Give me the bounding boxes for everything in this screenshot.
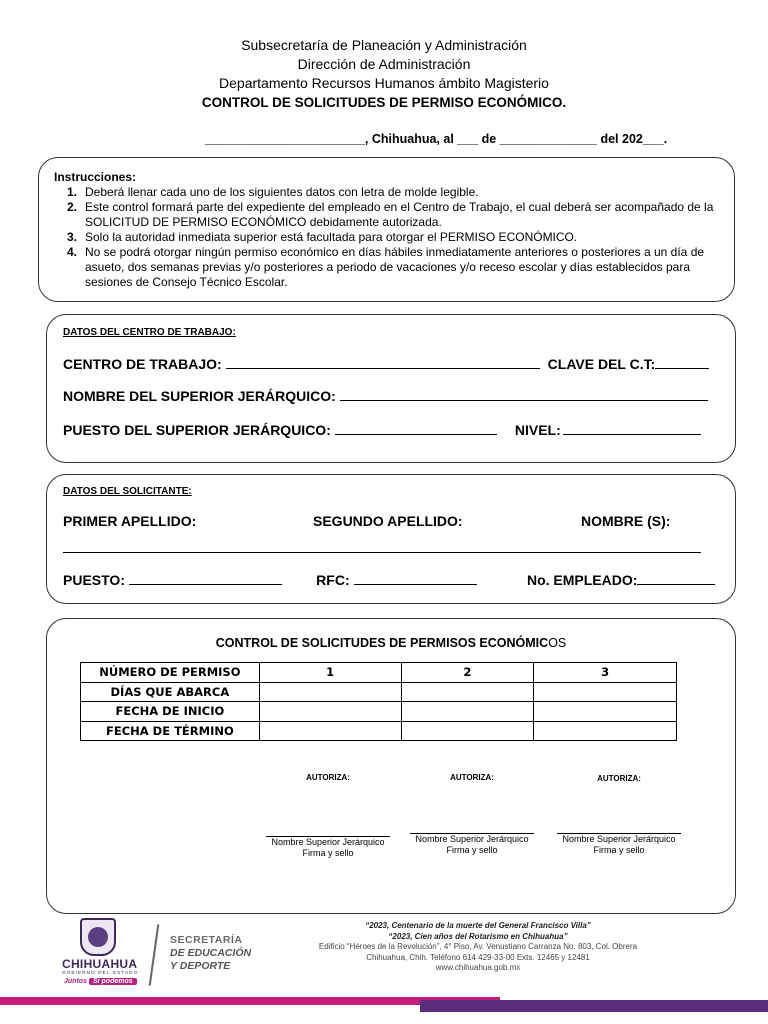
table-cell[interactable] <box>259 721 401 741</box>
signature-block-2: AUTORIZA: Nombre Superior Jerárquico Firma y sello <box>407 773 537 856</box>
coat-of-arms-icon <box>80 918 116 956</box>
control-table-title: CONTROL DE SOLICITUDES DE PERMISOS ECONÓMICOS <box>215 636 567 650</box>
permisos-table <box>80 662 677 741</box>
puesto-superior-label: PUESTO DEL SUPERIOR JERÁRQUICO: <box>63 422 331 438</box>
nivel-label: NIVEL: <box>514 422 561 438</box>
footer <box>0 912 768 1024</box>
clave-label: CLAVE DEL C.T: <box>547 356 656 372</box>
row-label: FECHA DE INICIO <box>81 702 260 722</box>
nombre-label: NOMBRE (S): <box>581 513 671 529</box>
centro-row <box>63 355 715 372</box>
superior-label: NOMBRE DEL SUPERIOR JERÁRQUICO: <box>63 388 336 404</box>
logo-chihuahua: CHIHUAHUA <box>62 957 138 971</box>
table-cell[interactable] <box>534 721 677 741</box>
empleado-field[interactable] <box>637 571 715 585</box>
rfc-field[interactable] <box>354 571 477 585</box>
puesto-row <box>63 571 715 588</box>
table-row <box>81 682 677 702</box>
empleado-label: No. EMPLEADO: <box>526 572 638 588</box>
centro-field[interactable] <box>226 355 540 369</box>
instructions-list <box>54 185 718 290</box>
solicitante-section <box>46 474 736 604</box>
superior-field[interactable] <box>340 387 708 401</box>
nivel-field[interactable] <box>563 421 701 435</box>
table-header-cell: NÚMERO DE PERMISO <box>81 663 260 683</box>
primer-apellido-label: PRIMER APELLIDO: <box>63 513 197 529</box>
clave-field[interactable] <box>655 355 709 369</box>
table-cell[interactable] <box>534 682 677 702</box>
puesto-superior-row <box>63 421 715 438</box>
table-header-cell: 2 <box>401 663 534 683</box>
table-header-cell: 1 <box>259 663 401 683</box>
centro-trabajo-section <box>46 314 736 463</box>
footer-divider <box>149 924 160 986</box>
table-header-cell: 3 <box>534 663 677 683</box>
nombre-completo-field[interactable] <box>63 539 701 553</box>
instructions-clip <box>49 289 724 301</box>
instruction-item: 3. Solo la autoridad inmediata superior está facultada para otorgar el PERMISO ECONÓMICO. <box>66 230 578 244</box>
table-cell[interactable] <box>401 721 534 741</box>
footer-website[interactable]: www.chihuahua.gob.mx <box>435 963 521 972</box>
nombres-row <box>63 513 715 529</box>
table-row <box>81 702 677 722</box>
centro-section-title: DATOS DEL CENTRO DE TRABAJO: <box>63 327 236 338</box>
puesto-field[interactable] <box>129 571 282 585</box>
logo-slogan: Juntos Sí podemos <box>62 978 137 985</box>
table-cell[interactable] <box>259 682 401 702</box>
instructions-title: Instrucciones: <box>54 170 137 184</box>
puesto-superior-field[interactable] <box>335 421 497 435</box>
document-title: CONTROL DE SOLICITUDES DE PERMISO ECONÓMICO. <box>201 95 567 110</box>
solicitante-section-title: DATOS DEL SOLICITANTE: <box>63 486 192 497</box>
date-line: _______________________, Chihuahua, al ___ de ______________ del 202___. <box>205 132 668 146</box>
secretaria-logo: SECRETARÍA DE EDUCACIÓN Y DEPORTE <box>170 934 252 972</box>
row-label: DÍAS QUE ABARCA <box>81 682 260 702</box>
instruction-item: 2. Este control formará parte del expediente del empleado en el Centro de Trabajo, el cual deberá ser acompañado de la SOLICITUD DE PERMISO ECONÓMICO debidamente autorizada. <box>66 200 714 229</box>
table-header-row <box>81 663 677 683</box>
footer-address: “2023, Centenario de la muerte del General Francisco Villa” “2023, Cien años del Rotarismo en Chihuahua” Edificio “Héroes de la Revolución”, 4° Piso, Av. Venustiano Carranza No. 803, Col. Obrera Chihuahua, Chih. Teléfono 614 429-33-00 Exts. 12465 y 12481 www.chihuahua.gob.mx <box>300 921 656 974</box>
table-row <box>81 721 677 741</box>
signature-block-1: AUTORIZA: Nombre Superior Jerárquico Firma y sello <box>263 773 393 859</box>
control-section <box>46 618 736 914</box>
puesto-label: PUESTO: <box>63 572 125 588</box>
row-label: FECHA DE TÉRMINO <box>81 721 260 741</box>
header-departamento: Departamento Recursos Humanos ámbito Magisterio <box>219 75 549 91</box>
header-direccion: Dirección de Administración <box>297 56 471 72</box>
logo-subtitle: GOBIERNO DEL ESTADO <box>62 970 139 975</box>
instruction-item: 4. No se podrá otorgar ningún permiso económico en días hábiles inmediatamente anteriores o posteriores a un día de asueto, dos semanas previas y/o posteriores a periodo de vacaciones y/o receso escolar y días establecidos para sesiones de Consejo Técnico Escolar. <box>66 245 705 289</box>
document-header <box>0 36 768 112</box>
table-cell[interactable] <box>401 702 534 722</box>
signature-block-3: AUTORIZA: Nombre Superior Jerárquico Firma y sello <box>554 774 684 856</box>
segundo-apellido-label: SEGUNDO APELLIDO: <box>313 513 463 529</box>
footer-bar-purple <box>420 1000 768 1012</box>
instructions-box <box>38 157 735 302</box>
instruction-item: 1. Deberá llenar cada uno de los siguientes datos con letra de molde legible. <box>66 185 479 199</box>
header-subsecretaria: Subsecretaría de Planeación y Administración <box>241 37 527 53</box>
superior-row <box>63 387 715 404</box>
table-cell[interactable] <box>534 702 677 722</box>
table-cell[interactable] <box>259 702 401 722</box>
rfc-label: RFC: <box>316 572 350 588</box>
table-cell[interactable] <box>401 682 534 702</box>
centro-label: CENTRO DE TRABAJO: <box>63 356 222 372</box>
